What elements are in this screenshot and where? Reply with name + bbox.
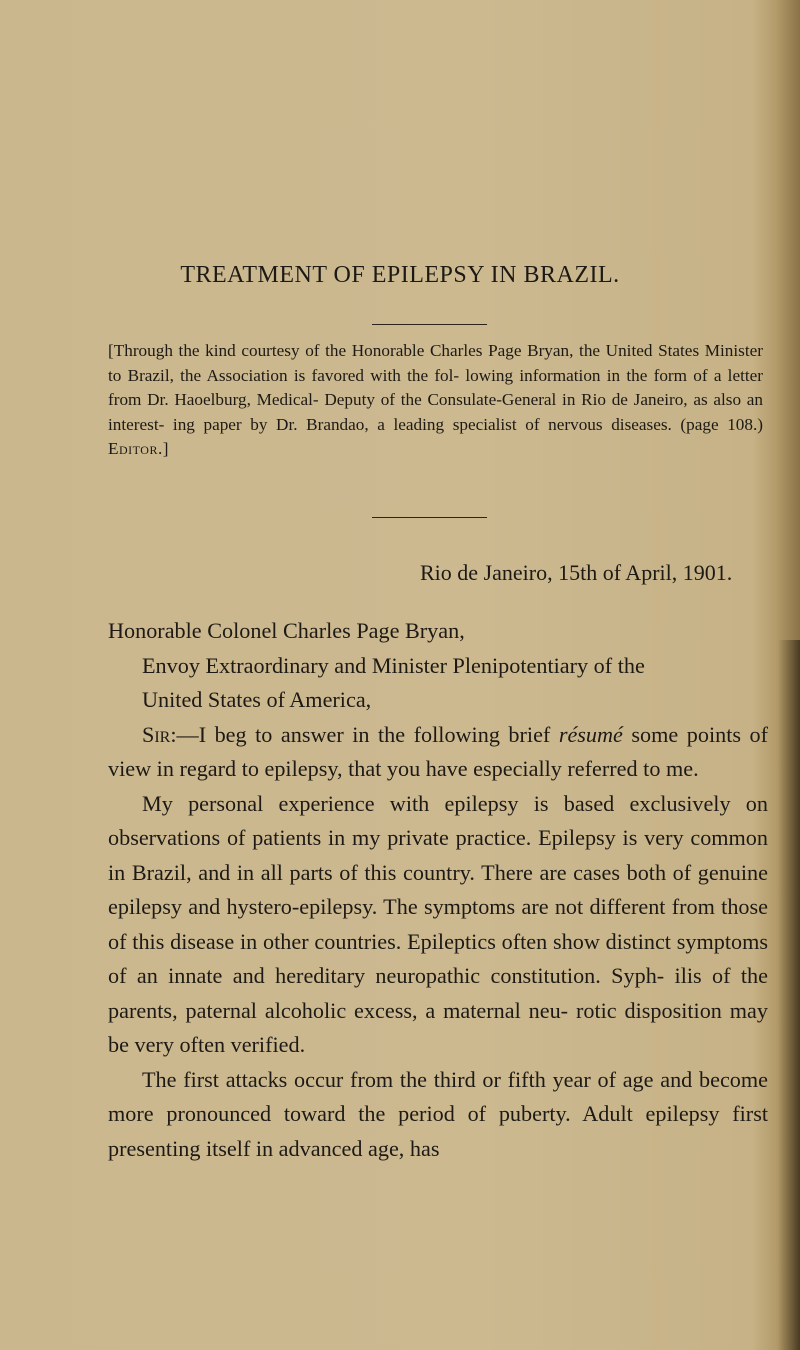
letter-dateline: Rio de Janeiro, 15th of April, 1901. [420,560,733,585]
paragraph-1-text-b: some points of view in regard to epilepsy, that you have especially referred to me. [108,721,768,781]
letter-body [108,614,768,1166]
letter-addressee: Honorable Colonel Charles Page Bryan, [108,618,465,643]
letter-paragraph-2: My personal experience with epilepsy is based exclusively on observations of patients in my private practice. Epilepsy is very common in Brazil, and in all parts of this country. There are cases both of genuine epilepsy and hystero-epilepsy. The symptoms are not different from those of this disease in other countries. Epileptics often show distinct symptoms of an innate and hereditary neuropathic constitution. Syph- ilis of the parents, paternal alcoholic excess, a maternal neu- rotic disposition may be very often verified. [108,790,768,1057]
letter-paragraph-3: The first attacks occur from the third or fifth year of age and become more pronounced toward the period of puberty. Adult epilepsy first presenting itself in advanced age, has [108,1066,768,1161]
editor-note [108,339,763,462]
addressee-title-line-1: Envoy Extraordinary and Minister Plenipotentiary of the [142,652,645,678]
editor-signature: Editor.] [108,439,169,458]
note-divider [372,517,487,518]
editor-note-text: [Through the kind courtesy of the Honorable Charles Page Bryan, the United States Minister to Brazil, the Association is favored with the fol- lowing information in the form of a letter from Dr. Haoelburg, Medical- Deputy of the Consulate-General in Rio de Janeiro, as also an interest- ing paper by Dr. Brandao, a leading specialist of nervous diseases. (page 108.) [108,341,763,434]
title-divider [372,324,487,325]
letter-salutation: Sir [142,721,171,747]
article-title: TREATMENT OF EPILEPSY IN BRAZIL. [180,262,620,288]
paragraph-1-italic: résumé [558,721,623,747]
addressee-title-line-2: United States of America, [142,687,372,712]
letter-paragraph-1 [108,718,768,787]
page-edge-shadow [778,640,800,1350]
paragraph-1-text-a: :—I beg to answer in the following brief [170,721,559,747]
